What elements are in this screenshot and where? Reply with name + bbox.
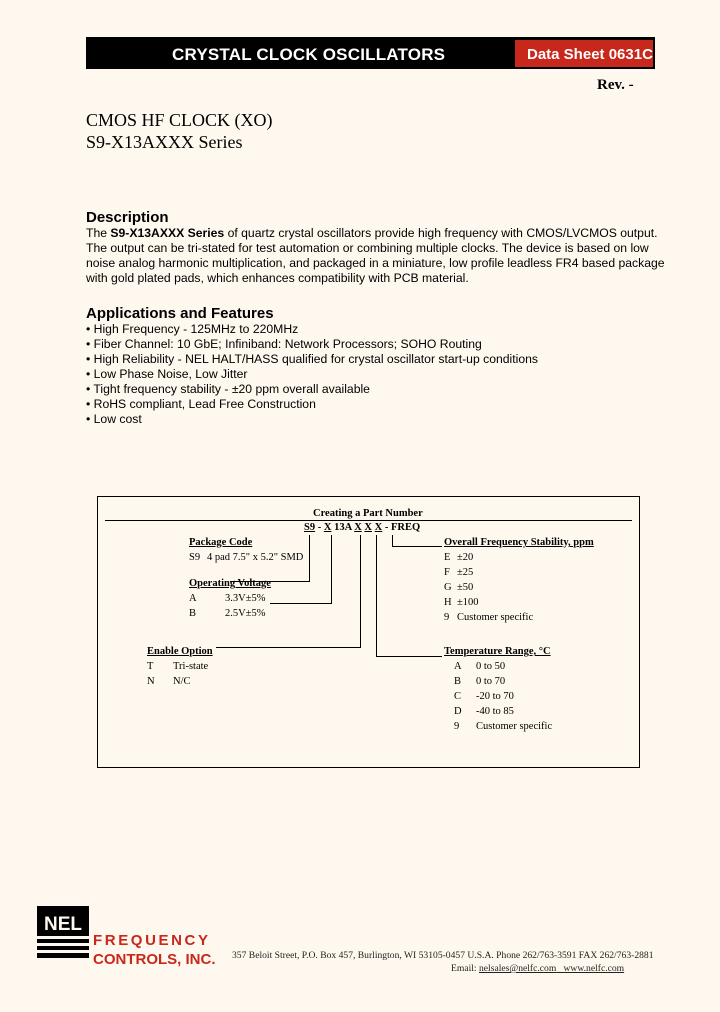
description-line: The output can be tri-stated for test automation or combining multiple clocks. The device is based on low <box>86 241 649 255</box>
operating-voltage-section <box>189 576 271 621</box>
package-code-heading: Package Code <box>189 537 253 548</box>
enable-option-heading: Enable Option <box>147 646 213 657</box>
code-stability: X <box>374 522 383 533</box>
part-number-title: Creating a Part Number <box>313 508 423 519</box>
frequency-stability-heading: Overall Frequency Stability, ppm <box>444 537 594 548</box>
stability-row: F ±25 <box>444 567 474 578</box>
stability-row: E ±20 <box>444 552 474 563</box>
temperature-row: A 0 to 50 <box>454 661 506 672</box>
feature-item: • Low Phase Noise, Low Jitter <box>86 367 248 381</box>
connector-stability-h <box>392 546 442 547</box>
description-heading: Description <box>86 209 169 226</box>
connector-enable <box>360 535 361 648</box>
website-link[interactable]: www.nelfc.com <box>556 963 625 974</box>
temperature-row: 9 Customer specific <box>454 721 553 732</box>
description-text <box>86 226 666 286</box>
code-voltage: X <box>323 522 332 533</box>
email-link[interactable]: nelsales@nelfc.com <box>478 963 557 974</box>
connector-temperature-h <box>376 656 442 657</box>
connector-enable-h <box>216 647 361 648</box>
revision-label: Rev. - <box>597 77 634 93</box>
package-code-section <box>189 535 303 565</box>
feature-item: • High Reliability - NEL HALT/HASS qualified for crystal oscillator start-up conditions <box>86 352 538 366</box>
connector-voltage-h <box>270 603 332 604</box>
enable-row: T Tri-state <box>147 661 209 672</box>
nel-logo <box>37 906 89 958</box>
temperature-row: D -40 to 85 <box>454 706 514 717</box>
code-enable: X <box>354 522 362 533</box>
description-line: The S9-X13AXXX Series of quartz crystal oscillators provide high frequency with CMOS/LVCMOS output. <box>86 226 658 240</box>
company-address: 357 Beloit Street, P.O. Box 457, Burlington, WI 53105-0457 U.S.A. Phone 262/763-3591 FAX 262/763-2881 <box>232 950 654 961</box>
features-heading: Applications and Features <box>86 305 274 322</box>
stability-row: 9 Customer specific <box>444 612 534 623</box>
voltage-row: A 3.3V±5% <box>189 593 266 604</box>
stability-row: H ±100 <box>444 597 479 608</box>
company-name-line2: CONTROLS, INC. <box>93 951 216 968</box>
feature-item: • RoHS compliant, Lead Free Construction <box>86 397 316 411</box>
contact-line: Email: nelsales@nelfc.com www.nelfc.com <box>451 963 625 974</box>
company-name-line1: FREQUENCY <box>93 932 211 949</box>
stability-row: G ±50 <box>444 582 474 593</box>
connector-temperature <box>376 535 377 657</box>
nel-logo-graphic <box>37 906 89 958</box>
product-title-line1: CMOS HF CLOCK (XO) <box>86 110 273 130</box>
temperature-range-heading: Temperature Range, °C <box>444 646 551 657</box>
temperature-range-section <box>444 644 552 734</box>
package-code-row: S9 4 pad 7.5" x 5.2" SMD <box>189 552 304 563</box>
temperature-row: C -20 to 70 <box>454 691 514 702</box>
logo-text: NEL <box>44 914 82 935</box>
description-line: noise analog harmonic multiplication, and packaged in a miniature, low profile leadless FR4 based package <box>86 256 665 270</box>
voltage-row: B 2.5V±5% <box>189 608 266 619</box>
code-temperature: X <box>364 522 373 533</box>
temperature-row: B 0 to 70 <box>454 676 506 687</box>
features-list <box>86 322 538 427</box>
feature-item: • Low cost <box>86 412 142 426</box>
code-package: S9 <box>304 522 316 533</box>
series-name: S9-X13AXXX Series <box>110 226 225 240</box>
feature-item: • High Frequency - 125MHz to 220MHz <box>86 322 299 336</box>
document-title: CRYSTAL CLOCK OSCILLATORS <box>172 45 446 64</box>
feature-item: • Fiber Channel: 10 GbE; Infiniband: Network Processors; SOHO Routing <box>86 337 482 351</box>
enable-row: N N/C <box>147 676 191 687</box>
frequency-stability-section <box>444 535 594 625</box>
product-title <box>86 109 273 153</box>
feature-item: • Tight frequency stability - ±20 ppm overall available <box>86 382 370 396</box>
description-line: with gold plated pads, which enhances compatibility with PCB material. <box>86 271 469 285</box>
part-number-code: S9 - X 13A X X X - FREQ <box>304 522 421 533</box>
connector-voltage <box>331 535 332 604</box>
connector-package <box>309 535 310 582</box>
enable-option-section <box>147 644 213 689</box>
datasheet-number: Data Sheet 0631C <box>527 46 653 63</box>
operating-voltage-heading: Operating Voltage <box>189 578 271 589</box>
product-title-line2: S9-X13AXXX Series <box>86 132 243 152</box>
